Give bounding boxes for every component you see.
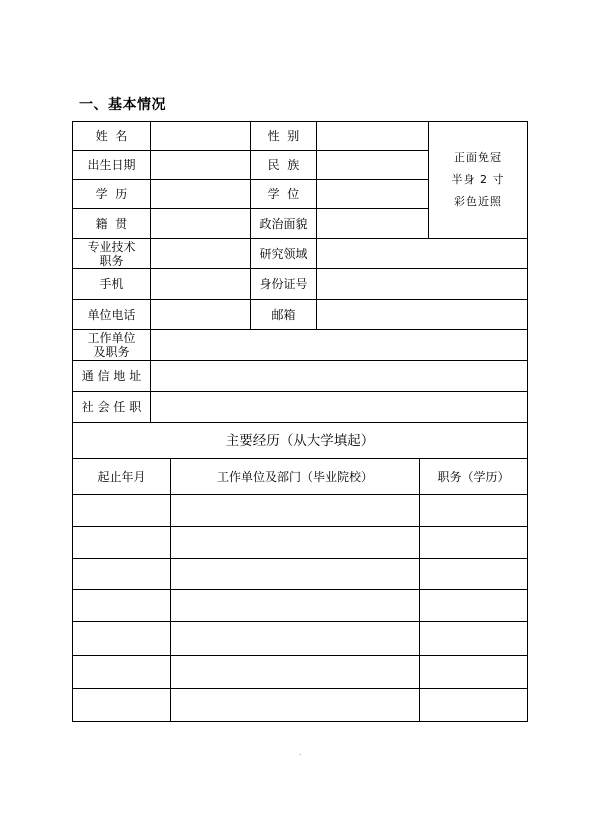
degree-label: 学 位 <box>251 180 317 209</box>
unit-cell[interactable] <box>171 559 420 590</box>
table-row <box>73 622 528 656</box>
address-label: 通 信 地 址 <box>73 361 151 392</box>
position-cell[interactable] <box>420 559 528 590</box>
gender-field[interactable] <box>317 122 429 151</box>
period-cell[interactable] <box>73 527 171 559</box>
period-cell[interactable] <box>73 495 171 527</box>
education-label: 学 历 <box>73 180 151 209</box>
degree-field[interactable] <box>317 180 429 209</box>
native-field[interactable] <box>151 209 251 239</box>
period-cell[interactable] <box>73 622 171 656</box>
experience-heading: 主要经历（从大学填起） <box>73 423 528 459</box>
id-field[interactable] <box>317 269 528 300</box>
unit-cell[interactable] <box>171 656 420 689</box>
political-label: 政治面貌 <box>251 209 317 239</box>
research-label: 研究领域 <box>251 239 317 269</box>
photo-box[interactable] <box>429 122 528 239</box>
email-field[interactable] <box>317 300 528 330</box>
research-field[interactable] <box>317 239 528 269</box>
work-unit-label: 工作单位及职务 <box>73 330 151 361</box>
birth-label: 出生日期 <box>73 151 151 180</box>
table-row <box>73 495 528 527</box>
footer-mark: . <box>299 748 302 757</box>
photo-text-line-1: 正面免冠 <box>454 151 502 164</box>
name-field[interactable] <box>151 122 251 151</box>
position-cell[interactable] <box>420 590 528 622</box>
office-phone-label: 单位电话 <box>73 300 151 330</box>
table-row <box>73 656 528 689</box>
period-cell[interactable] <box>73 559 171 590</box>
unit-cell[interactable] <box>171 622 420 656</box>
basic-info-table <box>72 121 528 423</box>
mobile-label: 手机 <box>73 269 151 300</box>
address-field[interactable] <box>151 361 528 392</box>
title-field[interactable] <box>151 239 251 269</box>
position-cell[interactable] <box>420 622 528 656</box>
period-cell[interactable] <box>73 656 171 689</box>
name-label: 姓 名 <box>73 122 151 151</box>
ethnic-label: 民 族 <box>251 151 317 180</box>
photo-text-line-2: 半身 2 寸 <box>451 173 505 186</box>
birth-field[interactable] <box>151 151 251 180</box>
table-row <box>73 527 528 559</box>
gender-label: 性 别 <box>251 122 317 151</box>
position-cell[interactable] <box>420 656 528 689</box>
native-label: 籍 贯 <box>73 209 151 239</box>
office-phone-field[interactable] <box>151 300 251 330</box>
position-cell[interactable] <box>420 527 528 559</box>
table-row <box>73 689 528 722</box>
title-label: 专业技术职务 <box>73 239 151 269</box>
education-field[interactable] <box>151 180 251 209</box>
col-header-position: 职务（学历） <box>420 459 528 495</box>
mobile-field[interactable] <box>151 269 251 300</box>
unit-cell[interactable] <box>171 590 420 622</box>
position-cell[interactable] <box>420 495 528 527</box>
col-header-period: 起止年月 <box>73 459 171 495</box>
section-title: 一、基本情况 <box>79 97 166 113</box>
unit-cell[interactable] <box>171 495 420 527</box>
experience-table <box>72 422 528 722</box>
period-cell[interactable] <box>73 590 171 622</box>
political-field[interactable] <box>317 209 429 239</box>
table-row <box>73 590 528 622</box>
period-cell[interactable] <box>73 689 171 722</box>
social-label: 社 会 任 职 <box>73 392 151 423</box>
unit-cell[interactable] <box>171 689 420 722</box>
ethnic-field[interactable] <box>317 151 429 180</box>
work-unit-field[interactable] <box>151 330 528 361</box>
social-field[interactable] <box>151 392 528 423</box>
photo-text-line-3: 彩色近照 <box>454 195 502 208</box>
position-cell[interactable] <box>420 689 528 722</box>
email-label: 邮箱 <box>251 300 317 330</box>
col-header-unit: 工作单位及部门（毕业院校） <box>171 459 420 495</box>
table-row <box>73 559 528 590</box>
id-label: 身份证号 <box>251 269 317 300</box>
unit-cell[interactable] <box>171 527 420 559</box>
